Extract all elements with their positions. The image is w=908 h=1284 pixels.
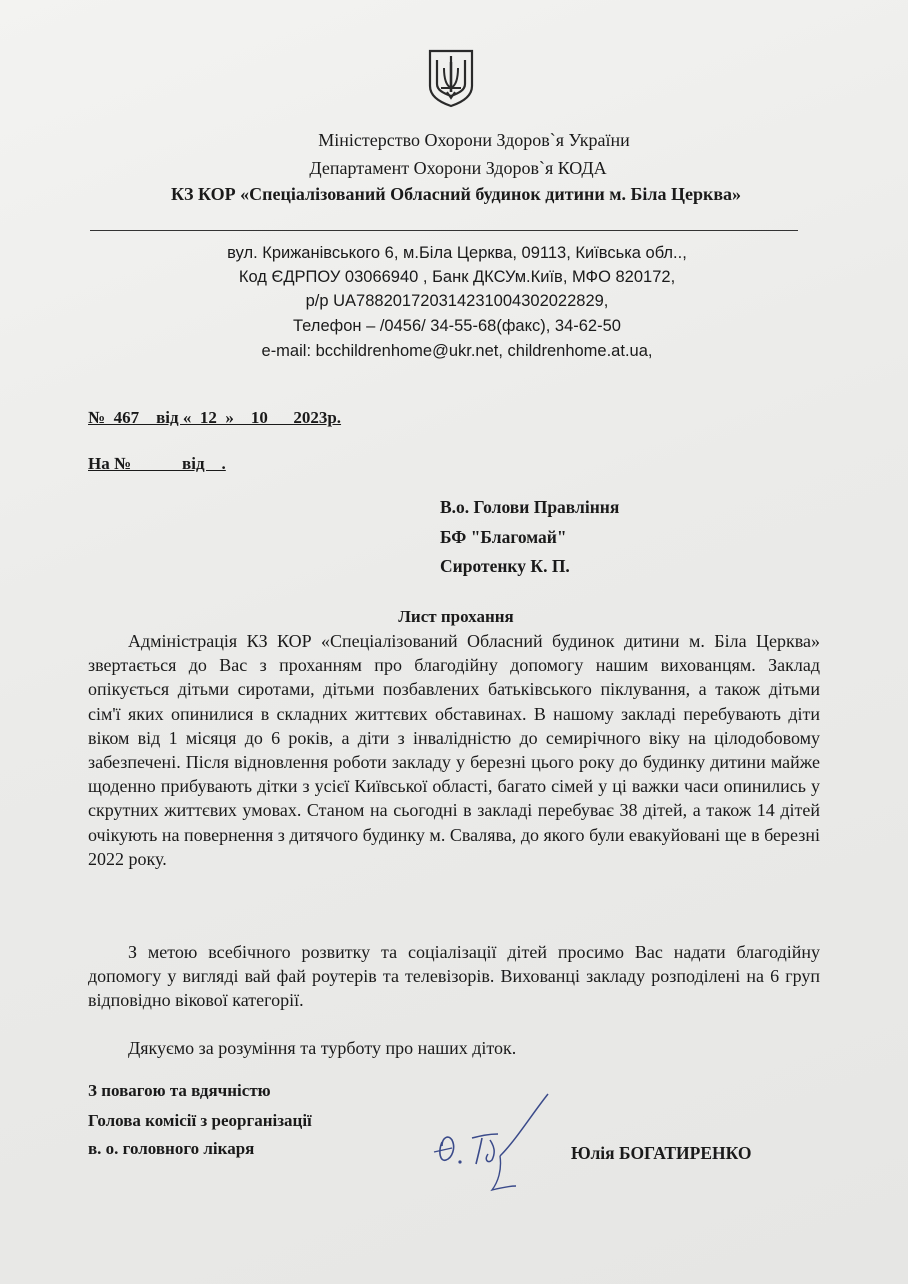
- letter-paragraph-2: З метою всебічного розвитку та соціалізації дітей просимо Вас надати благодійну допомогу у вигляді вай фай роутерів та телевізорів. Вихованці закладу розподілені на 6 груп відповідно вікової категорії.: [88, 942, 820, 1011]
- incoming-reference: На № від .: [88, 454, 226, 473]
- department-name: Департамент Охорони Здоров`я КОДА: [309, 158, 607, 178]
- outgoing-number: № 467 від « 12 » 10 2023р.: [88, 408, 342, 427]
- address-street: вул. Крижанівського 6, м.Біла Церква, 09113, Київська обл..,: [227, 244, 687, 262]
- signer-name: Юлія БОГАТИРЕНКО: [571, 1143, 752, 1163]
- address-email: e-mail: bcchildrenhome@ukr.net, childrenhome.at.ua,: [261, 342, 653, 360]
- trident-coat-of-arms-icon: [427, 48, 475, 108]
- handwritten-signature-icon: [430, 1090, 560, 1200]
- ministry-name: Міністерство Охорони Здоров`я України: [318, 130, 630, 150]
- recipient-position: В.о. Голови Правління: [440, 497, 620, 517]
- address-account: р/р UA788201720314231004302022829,: [305, 292, 609, 310]
- signature-title: Голова комісії з реорганізації: [88, 1111, 312, 1130]
- address-phone: Телефон – /0456/ 34-55-68(факс), 34-62-50: [293, 317, 621, 335]
- signature-closing: З повагою та вдячністю: [88, 1081, 271, 1100]
- letter-paragraph-3: Дякуємо за розуміння та турботу про наших діток.: [128, 1038, 517, 1058]
- recipient-name: Сиротенку К. П.: [440, 556, 570, 576]
- institution-name: КЗ КОР «Спеціалізований Обласний будинок дитини м. Біла Церква»: [170, 184, 742, 204]
- address-codes: Код ЄДРПОУ 03066940 , Банк ДКСУм.Київ, МФО 820172,: [238, 268, 676, 286]
- letter-subject: Лист прохання: [398, 607, 514, 626]
- signature-role: в. о. головного лікаря: [88, 1139, 255, 1158]
- letter-paragraph-1: Адміністрація КЗ КОР «Спеціалізований Обласний будинок дитини м. Біла Церква» звертається до Вас з проханням про благодійну допомогу нашим вихованцям. Заклад опікується дітьми сиротами, дітьми позбавлених батьківського піклування, а також дітьми сім'ї яких опинилися в складних життєвих обставинах. В нашому закладі перебувають діти віком від 1 місяця до 6 років, а діти з інвалідністю до семирічного віку на цілодобовому забезпечені. Після відновлення роботи закладу у березні цього року до будинку дитини майже щоденно прибувають дітки з усієї Київської області, багато сімей у ці важки часи опинились у скрутних життєвих умовах. Станом на сьогодні в закладі перебуває 38 дітей, а також 14 дітей очікують на повернення з дитячого будинку м. Свалява, до якого були евакуйовані ще в березні 2022 року.: [88, 631, 820, 869]
- header-divider: [90, 230, 798, 231]
- recipient-organization: БФ "Благомай": [440, 527, 567, 547]
